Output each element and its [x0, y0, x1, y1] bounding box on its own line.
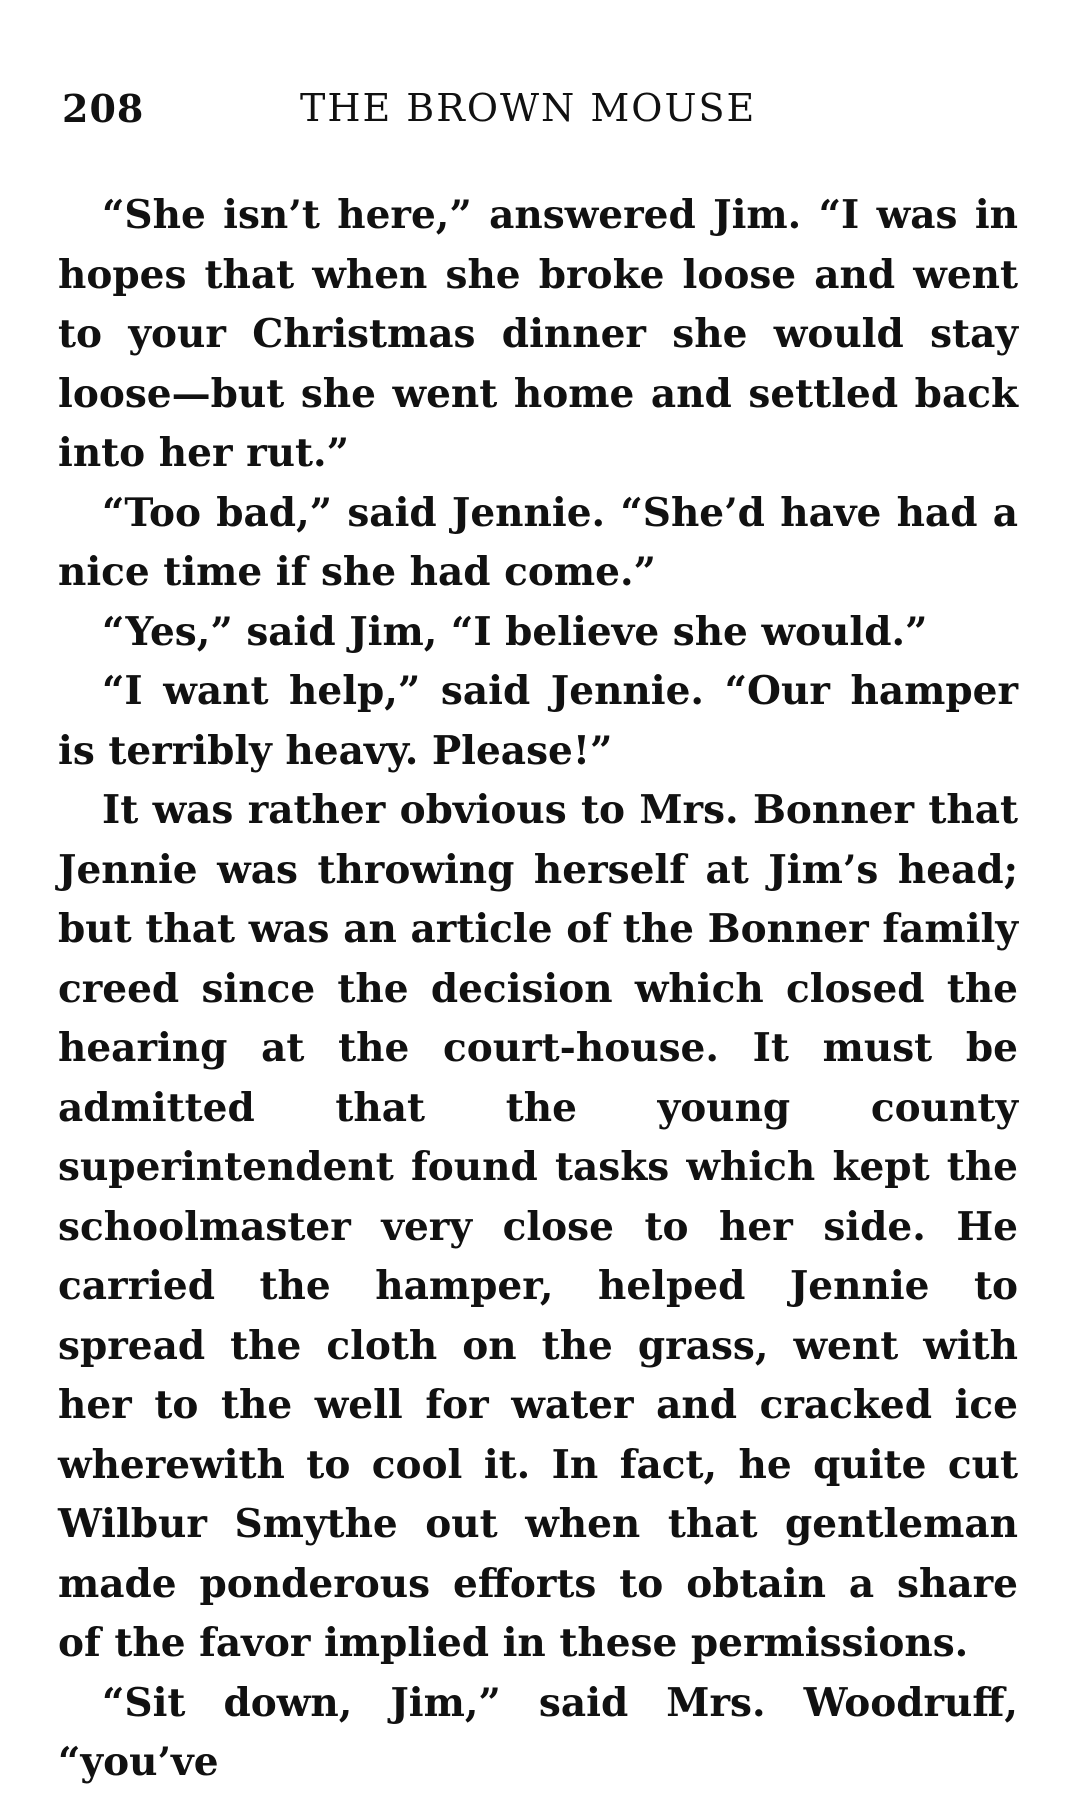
paragraph-5: It was rather obvious to Mrs. Bonner that Jennie was throwing herself at Jim’s head; but that was an article of the Bonner family creed since the decision which closed the hearing at the court-house. It must be admitted that the young county superintendent found tasks which kept the schoolmaster very close to her side. He carried the hamper, helped Jennie to spread the cloth on the grass, went with her to the well for water and cracked ice wherewith to cool it. In fact, he quite cut Wilbur Smythe out when that gentleman made ponderous efforts to obtain a share of the favor implied in these permissions.: [58, 787, 1018, 1666]
page-number: 208: [62, 86, 145, 131]
running-head: [62, 86, 1022, 136]
paragraph-3: “Yes,” said Jim, “I believe she would.”: [102, 608, 928, 655]
body-text: [58, 186, 1018, 1793]
paragraph-6: “Sit down, Jim,” said Mrs. Woodruff, “you’ve: [58, 1679, 1018, 1785]
paragraph-2: “Too bad,” said Jennie. “She’d have had a nice time if she had come.”: [58, 489, 1018, 595]
book-title: THE BROWN MOUSE: [300, 86, 757, 130]
paragraph-1: “She isn’t here,” answered Jim. “I was in hopes that when she broke loose and went to your Christmas dinner she would stay loose—but she went home and settled back into her rut.”: [58, 192, 1018, 476]
paragraph-4: “I want help,” said Jennie. “Our hamper is terribly heavy. Please!”: [58, 668, 1018, 774]
